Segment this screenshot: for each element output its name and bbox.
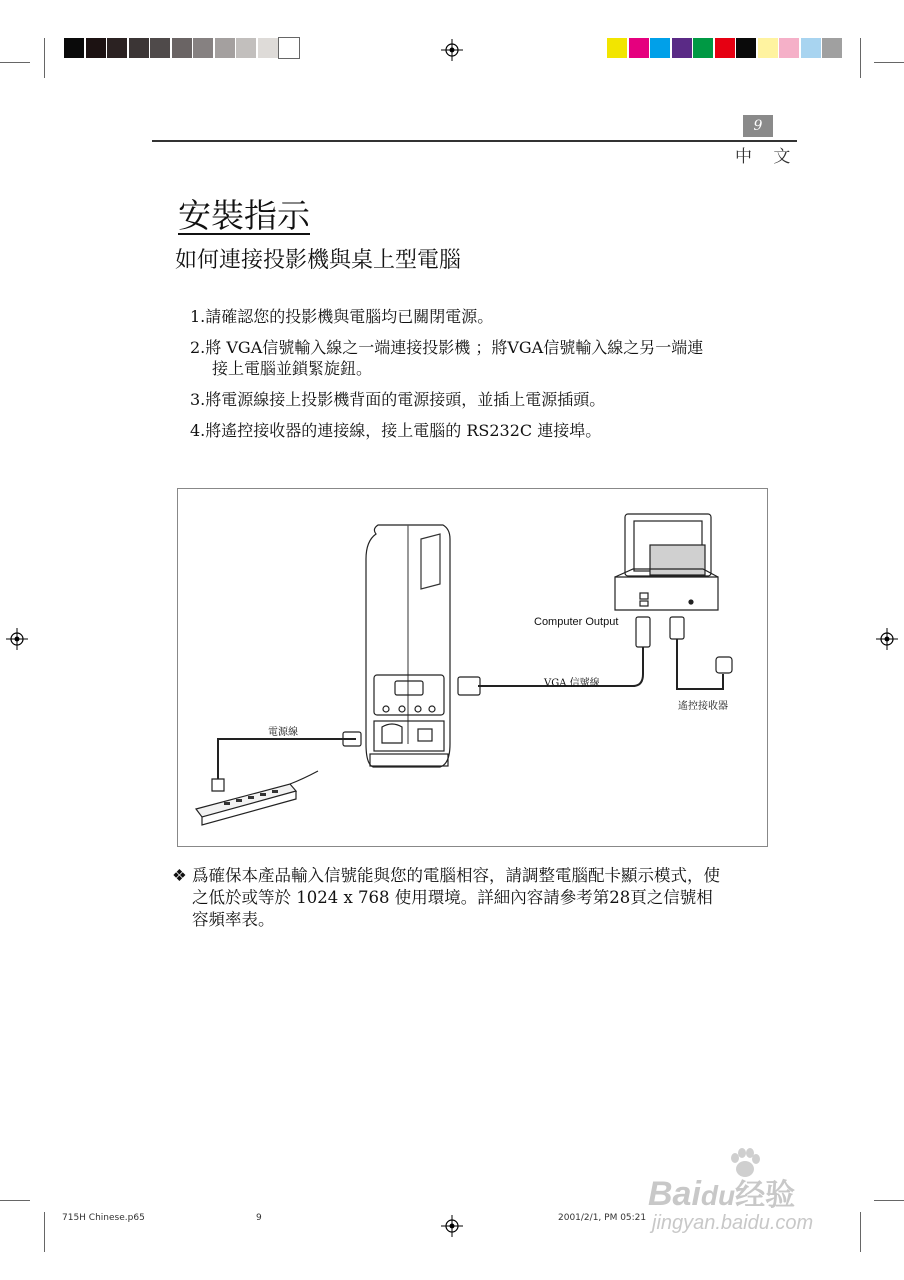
color-swatch <box>715 38 735 58</box>
color-swatch <box>193 38 213 58</box>
crop-mark <box>874 62 904 63</box>
color-swatch <box>172 38 192 58</box>
page-number-tab: 9 <box>743 115 773 137</box>
note-line: 之低於或等於 1024 x 768 使用環境。詳細內容請參考第28頁之信號相 <box>192 888 713 907</box>
color-swatch <box>650 38 670 58</box>
compatibility-note <box>172 865 782 931</box>
section-subtitle: 如何連接投影機與桌上型電腦 <box>175 248 462 273</box>
color-swatch <box>258 38 278 58</box>
footer-page-number: 9 <box>256 1213 262 1223</box>
instruction-list <box>190 306 770 451</box>
connection-diagram <box>177 488 768 847</box>
color-swatch <box>129 38 149 58</box>
footer-file-name: 715H Chinese.p65 <box>62 1213 145 1223</box>
crop-mark <box>0 62 30 63</box>
registration-target-icon <box>6 628 28 650</box>
watermark-brand: Bai <box>648 1175 701 1213</box>
page-title: 安裝指示 <box>178 196 310 235</box>
footer-timestamp: 2001/2/1, PM 05:21 <box>558 1213 647 1223</box>
vga-cable-label: VGA 信號線 <box>544 678 600 689</box>
color-swatch <box>736 38 756 58</box>
power-cord-label: 電源線 <box>268 727 298 738</box>
note-bullet-icon: ❖ <box>172 866 187 885</box>
note-line: 爲確保本產品輸入信號能與您的電腦相容，請調整電腦配卡顯示模式，使 <box>192 866 720 885</box>
computer-case <box>615 577 718 610</box>
color-swatch <box>693 38 713 58</box>
remote-receiver-label: 遙控接收器 <box>678 701 728 712</box>
note-line: 容頻率表。 <box>192 910 275 929</box>
baidu-paw-icon <box>728 1148 762 1178</box>
color-swatch <box>215 38 235 58</box>
instruction-step-4: 4.將遙控接收器的連接線，接上電腦的 RS232C 連接埠。 <box>190 421 602 440</box>
crop-mark <box>44 38 45 78</box>
watermark-brand-suffix: du <box>700 1180 736 1211</box>
color-swatch <box>86 38 106 58</box>
color-swatch <box>672 38 692 58</box>
color-swatch <box>150 38 170 58</box>
color-swatch <box>236 38 256 58</box>
instruction-step-2: 2.將 VGA信號輸入線之一端連接投影機 ；將VGA信號輸入線之另一端連 <box>190 338 704 357</box>
color-swatch <box>758 38 778 58</box>
watermark-logo <box>648 1170 795 1214</box>
registration-target-icon <box>441 39 463 61</box>
crop-mark <box>874 1200 904 1201</box>
color-swatch <box>629 38 649 58</box>
crop-mark <box>44 1212 45 1252</box>
color-swatch <box>801 38 821 58</box>
instruction-step-2-cont: 接上電腦並鎖緊旋鈕。 <box>212 359 373 378</box>
registration-target-icon <box>876 628 898 650</box>
instruction-step-1: 1.請確認您的投影機與電腦均已關閉電源。 <box>190 307 494 326</box>
crop-mark <box>0 1200 30 1201</box>
color-swatch <box>107 38 127 58</box>
color-swatch <box>822 38 842 58</box>
color-swatch <box>279 38 299 58</box>
computer-output-label: Computer Output <box>534 616 619 628</box>
header-rule <box>152 140 797 142</box>
watermark-brand-cn: 经验 <box>735 1179 796 1212</box>
crop-mark <box>860 1212 861 1252</box>
color-swatch <box>64 38 84 58</box>
watermark-url: jingyan.baidu.com <box>652 1212 814 1234</box>
connection-diagram-illustration <box>178 489 767 846</box>
instruction-step-3: 3.將電源線接上投影機背面的電源接頭，並插上電源插頭。 <box>190 390 606 409</box>
registration-target-icon <box>441 1215 463 1237</box>
crop-mark <box>860 38 861 78</box>
color-swatch <box>779 38 799 58</box>
color-swatch <box>607 38 627 58</box>
language-label: 中 文 <box>735 147 799 167</box>
